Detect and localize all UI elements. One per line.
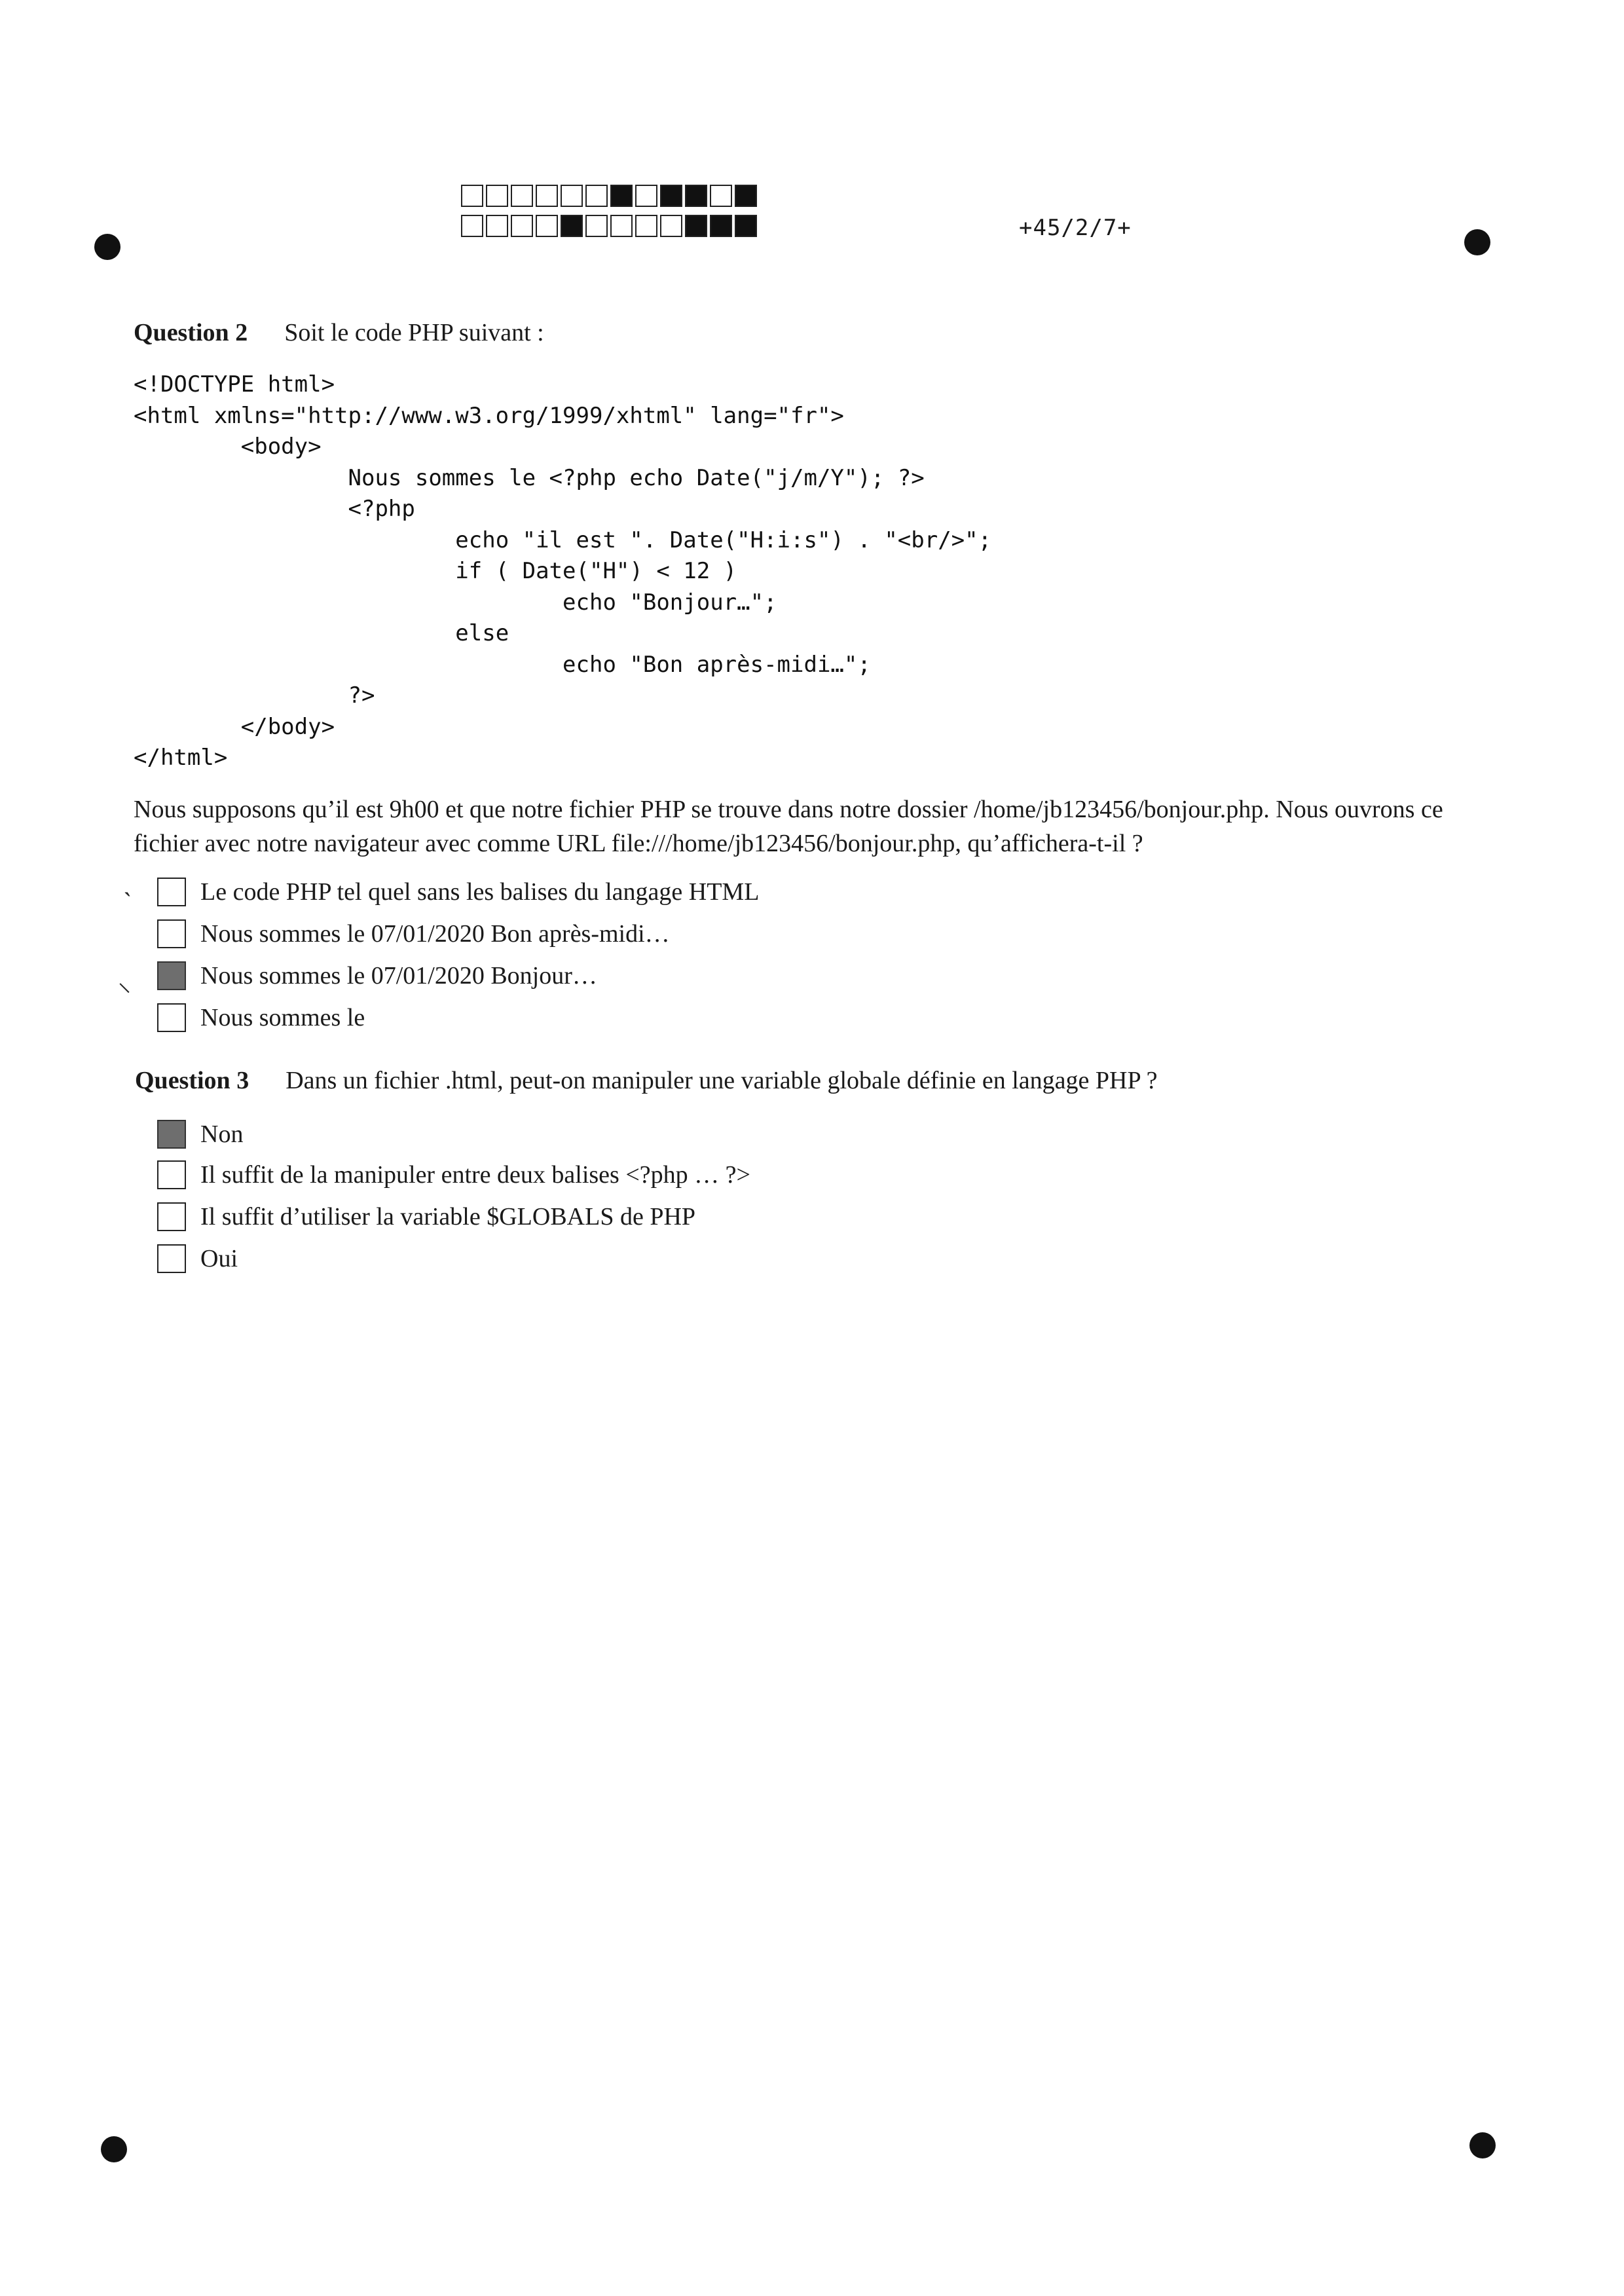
question-3-prompt: Dans un fichier .html, peut-on manipuler une variable globale définie en langage PHP ? — [286, 1067, 1158, 1094]
code-cell — [486, 185, 508, 207]
q2-option-4[interactable] — [157, 1003, 365, 1032]
q2-option-4-label: Nous sommes le — [200, 1004, 365, 1031]
question-2-header — [134, 318, 544, 347]
code-cell — [561, 185, 583, 207]
code-cell — [536, 215, 558, 237]
question-3-header — [135, 1066, 1158, 1095]
q2-option-1-label: Le code PHP tel quel sans les balises du langage HTML — [200, 878, 760, 906]
q2-option-2-label: Nous sommes le 07/01/2020 Bon après-midi… — [200, 920, 670, 948]
q3-option-3[interactable] — [157, 1202, 695, 1231]
code-cell — [511, 185, 533, 207]
code-cell — [660, 185, 682, 207]
code-row-1 — [461, 185, 760, 210]
q3-option-1-checkbox[interactable] — [157, 1120, 186, 1149]
q3-option-2-label: Il suffit de la manipuler entre deux balises <?php … ?> — [200, 1161, 750, 1189]
registration-mark-bottom-right — [1469, 2132, 1496, 2158]
code-cell — [635, 185, 657, 207]
pen-tick-mark: ˴ — [123, 876, 132, 906]
code-cell — [610, 185, 633, 207]
code-cell — [561, 215, 583, 237]
q2-option-4-checkbox[interactable] — [157, 1003, 186, 1032]
q2-option-3-label: Nous sommes le 07/01/2020 Bonjour… — [200, 962, 597, 990]
q3-option-1-label: Non — [200, 1120, 244, 1148]
q2-option-1-checkbox[interactable] — [157, 878, 186, 906]
registration-mark-bottom-left — [101, 2136, 127, 2162]
code-cell — [685, 215, 707, 237]
q2-option-3-checkbox[interactable] — [157, 961, 186, 990]
q3-option-4[interactable] — [157, 1244, 238, 1273]
code-cell — [585, 185, 608, 207]
q2-option-2-checkbox[interactable] — [157, 919, 186, 948]
q3-option-4-checkbox[interactable] — [157, 1244, 186, 1273]
registration-mark-top-right — [1464, 229, 1490, 255]
php-code-block: <!DOCTYPE html> <html xmlns="http://www.w3.org/1999/xhtml" lang="fr"> <body> Nous sommes le <?php echo Date("j/m/Y"); ?> <?php echo "il est ". Date("H:i:s") . "<br/>"; if ( Date("H") < 12 ) echo "Bonjour…"; else echo "Bon après-midi…"; ?> </body> </html> — [134, 371, 992, 771]
code-cell — [735, 215, 757, 237]
question-3-label: Question 3 — [135, 1067, 249, 1094]
code-cell — [461, 185, 483, 207]
q2-option-2[interactable] — [157, 919, 670, 948]
code-cell — [735, 185, 757, 207]
q2-option-3[interactable] — [157, 961, 597, 990]
q3-option-3-label: Il suffit d’utiliser la variable $GLOBALS de PHP — [200, 1203, 696, 1231]
q3-option-1[interactable] — [157, 1120, 243, 1149]
code-row-2 — [461, 215, 760, 240]
code-cell — [635, 215, 657, 237]
code-cell — [660, 215, 682, 237]
page-identifier: +45/2/7+ — [1019, 215, 1132, 241]
registration-mark-top-left — [94, 234, 120, 260]
question-2-label: Question 2 — [134, 319, 248, 346]
code-cell — [461, 215, 483, 237]
question-2-context: Nous supposons qu’il est 9h00 et que notre fichier PHP se trouve dans notre dossier /home/jb123456/bonjour.php. Nous ouvrons ce fichier avec notre navigateur avec comme URL file:///home/jb123456/bonjour.php, qu’affichera-t-il ? — [134, 796, 1443, 857]
q3-option-4-label: Oui — [200, 1245, 238, 1272]
code-cell — [536, 185, 558, 207]
q3-option-2[interactable] — [157, 1160, 750, 1189]
q2-option-1[interactable] — [157, 878, 759, 906]
code-cell — [610, 215, 633, 237]
code-cell — [511, 215, 533, 237]
code-cell — [486, 215, 508, 237]
code-cell — [685, 185, 707, 207]
code-cell — [710, 185, 732, 207]
code-cell — [585, 215, 608, 237]
question-2-prompt: Soit le code PHP suivant : — [284, 319, 544, 346]
q3-option-3-checkbox[interactable] — [157, 1202, 186, 1231]
page-code-boxes — [461, 185, 760, 245]
pen-tick-mark: ⸜ — [118, 967, 131, 997]
q3-option-2-checkbox[interactable] — [157, 1160, 186, 1189]
code-cell — [710, 215, 732, 237]
